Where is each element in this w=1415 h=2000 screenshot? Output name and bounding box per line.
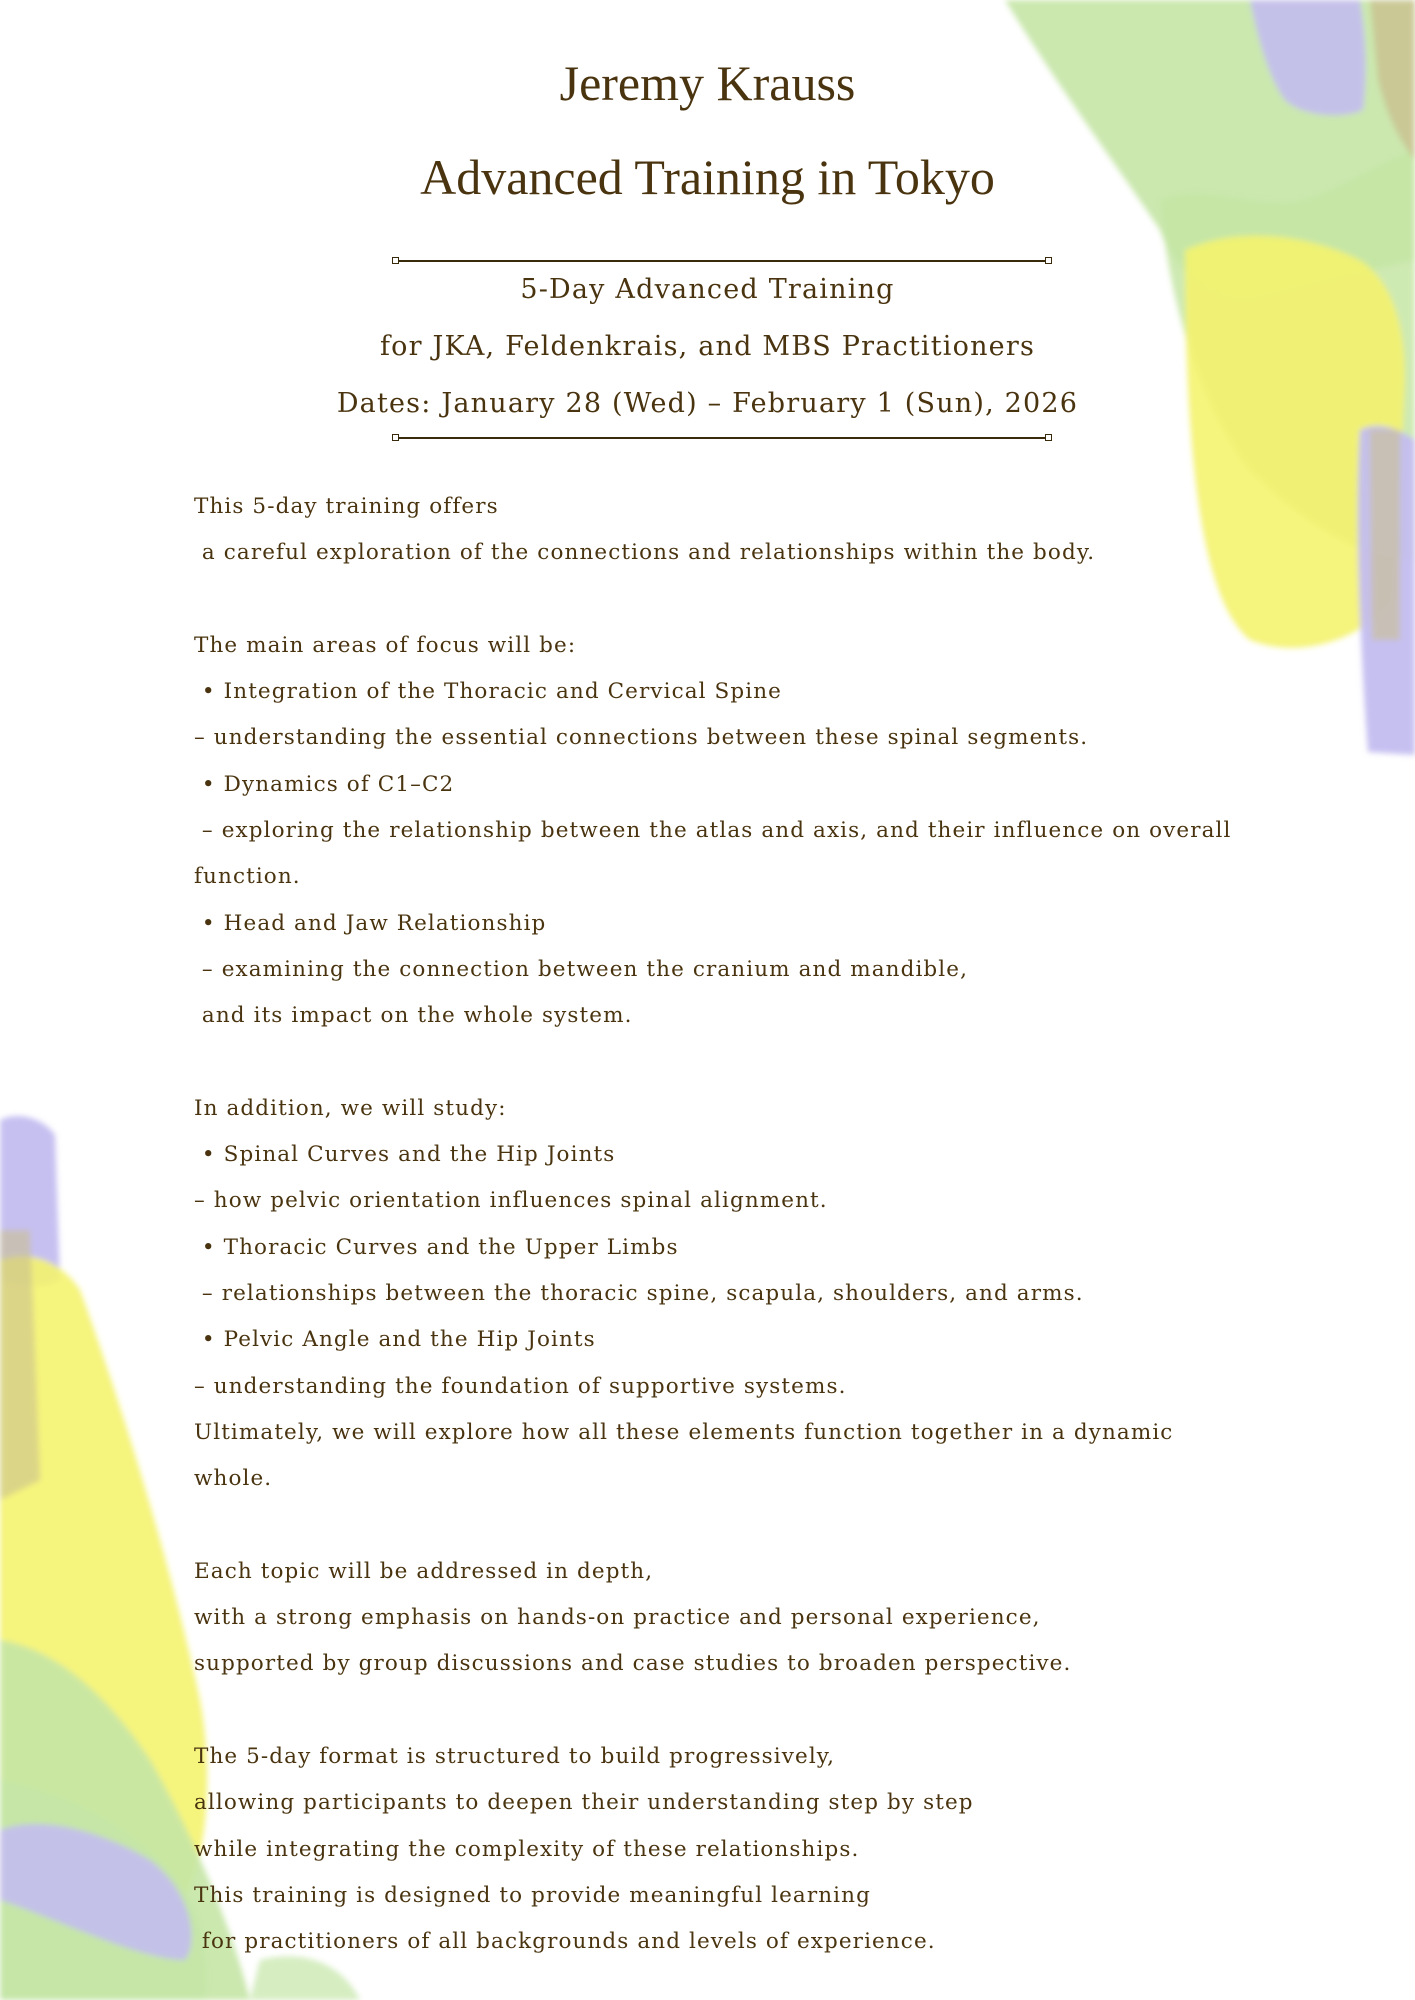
paragraph-spacer: [194, 1503, 1334, 1549]
body-line: Each topic will be addressed in depth,: [194, 1558, 654, 1584]
page-title-event: Advanced Training in Tokyo: [420, 149, 995, 205]
body-line: for practitioners of all backgrounds and levels of experience.: [194, 1929, 936, 1955]
paragraph-spacer: [194, 1040, 1334, 1086]
body-line: function.: [194, 864, 301, 890]
body-line: • Thoracic Curves and the Upper Limbs: [194, 1234, 679, 1260]
body-line: a careful exploration of the connections and relationships within the body.: [194, 540, 1096, 566]
body-line: • Pelvic Angle and the Hip Joints: [194, 1327, 596, 1353]
body-line: • Integration of the Thoracic and Cervical Spine: [194, 679, 782, 705]
subtitle-training: 5-Day Advanced Training: [520, 274, 895, 305]
subtitle-dates: Dates: January 28 (Wed) – February 1 (Sun), 2026: [336, 388, 1079, 419]
ornamental-divider-top: [396, 260, 1048, 262]
body-line: In addition, we will study:: [194, 1095, 507, 1121]
body-line: This training is designed to provide meaningful learning: [194, 1882, 871, 1908]
body-line: – understanding the essential connections between these spinal segments.: [194, 725, 1089, 751]
body-line: – understanding the foundation of supportive systems.: [194, 1373, 847, 1399]
body-line: – exploring the relationship between the atlas and axis, and their influence on overall: [194, 818, 1232, 844]
body-line: and its impact on the whole system.: [194, 1003, 633, 1029]
subtitle-audience: for JKA, Feldenkrais, and MBS Practitioners: [379, 331, 1035, 362]
page-title-name: Jeremy Krauss: [559, 55, 856, 111]
ornamental-divider-bottom: [396, 437, 1048, 439]
body-line: with a strong emphasis on hands-on practice and personal experience,: [194, 1605, 1041, 1631]
body-line: • Spinal Curves and the Hip Joints: [194, 1142, 616, 1168]
paragraph-spacer: [194, 577, 1334, 623]
body-line: – how pelvic orientation influences spinal alignment.: [194, 1188, 828, 1214]
body-line: The 5-day format is structured to build progressively,: [194, 1744, 836, 1770]
body-line: The main areas of focus will be:: [194, 632, 577, 658]
paragraph-spacer: [194, 1688, 1334, 1734]
body-line: • Head and Jaw Relationship: [194, 910, 547, 936]
body-line: – relationships between the thoracic spine, scapula, shoulders, and arms.: [194, 1281, 1084, 1307]
body-line: allowing participants to deepen their understanding step by step: [194, 1790, 974, 1816]
body-line: • Dynamics of C1–C2: [194, 771, 455, 797]
body-line: Ultimately, we will explore how all these elements function together in a dynamic: [194, 1419, 1174, 1445]
body-line: while integrating the complexity of these relationships.: [194, 1836, 860, 1862]
body-line: This 5-day training offers: [194, 494, 499, 519]
body-line: whole.: [194, 1466, 273, 1492]
body-line: supported by group discussions and case studies to broaden perspective.: [194, 1651, 1072, 1677]
body-line: – examining the connection between the cranium and mandible,: [194, 956, 969, 982]
body-text: [194, 484, 1334, 1966]
